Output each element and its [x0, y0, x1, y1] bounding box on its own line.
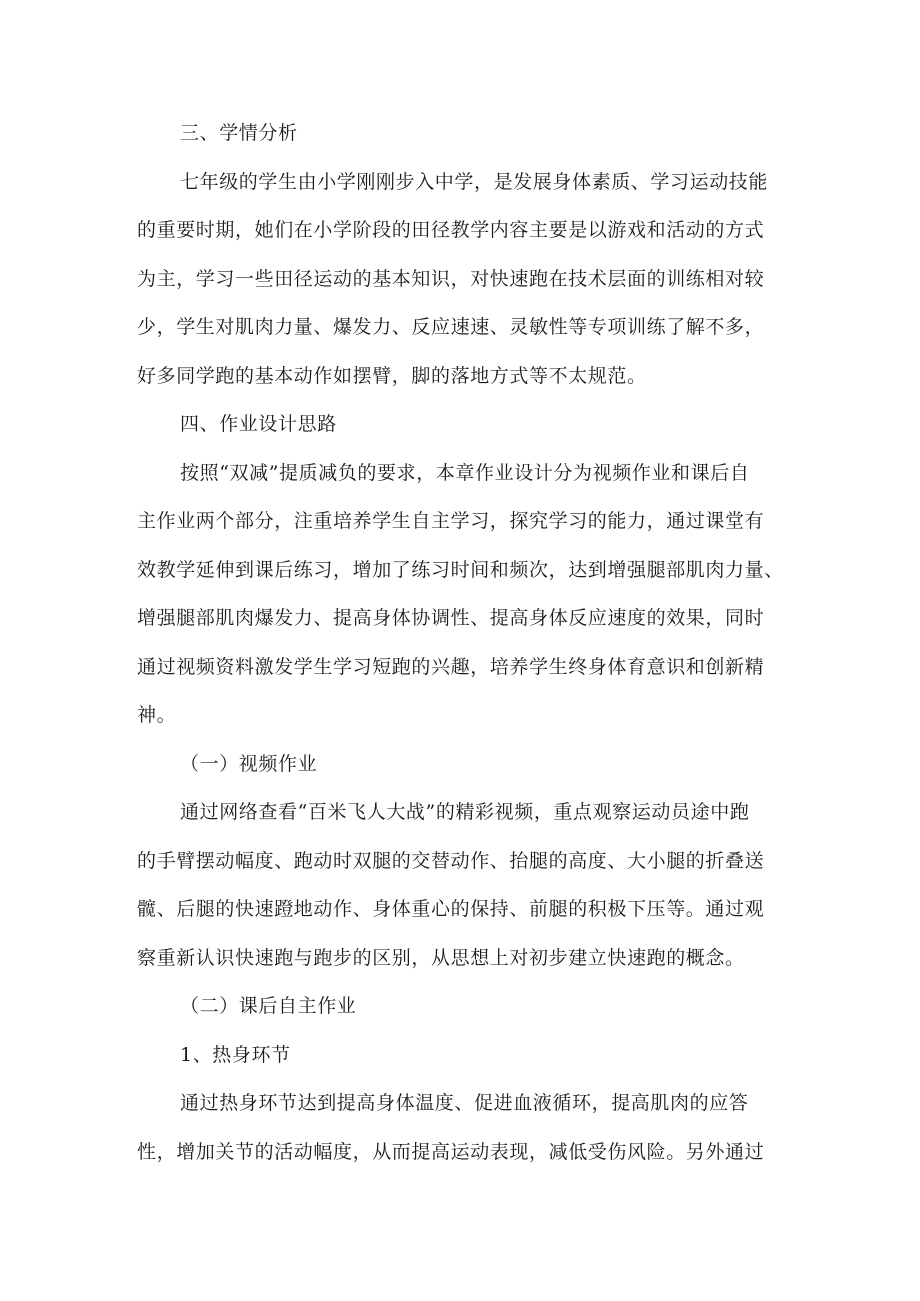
paragraph-line: 的重要时期，她们在小学阶段的田径教学内容主要是以游戏和活动的方式 — [137, 219, 765, 241]
paragraph-line: 通过热身环节达到提高身体温度、促进血液循环，提高肌肉的应答 — [180, 1092, 749, 1114]
paragraph-line: 髋、后腿的快速蹬地动作、身体重心的保持、前腿的积极下压等。通过观 — [137, 898, 765, 920]
paragraph-line: 增强腿部肌肉爆发力、提高身体协调性、提高身体反应速度的效果，同时 — [137, 607, 765, 629]
paragraph-line: 七年级的学生由小学刚刚步入中学，是发展身体素质、学习运动技能 — [180, 171, 769, 193]
paragraph-line: 按照“双减”提质减负的要求，本章作业设计分为视频作业和课后自 — [180, 462, 750, 484]
section-heading-4: 四、作业设计思路 — [180, 413, 337, 435]
paragraph-line: 通过网络查看“百米飞人大战”的精彩视频，重点观察运动员途中跑 — [180, 801, 750, 823]
subsection-heading-video: （一）视频作业 — [180, 753, 318, 775]
paragraph-line: 通过视频资料激发学生学习短跑的兴趣，培养学生终身体育意识和创新精 — [137, 656, 765, 678]
paragraph-line: 的手臂摆动幅度、跑动时双腿的交替动作、抬腿的高度、大小腿的折叠送 — [137, 850, 765, 872]
paragraph-line: 少，学生对肌肉力量、爆发力、反应速速、灵敏性等专项训练了解不多， — [137, 316, 765, 338]
paragraph-line: 主作业两个部分，注重培养学生自主学习，探究学习的能力，通过课堂有 — [137, 510, 765, 532]
section-heading-3: 三、学情分析 — [180, 122, 298, 144]
paragraph-line: 神。 — [137, 704, 177, 726]
paragraph-line: 效教学延伸到课后练习，增加了练习时间和频次，达到增强腿部肌肉力量、 — [137, 559, 784, 581]
paragraph-line: 察重新认识快速跑与跑步的区别，从思想上对初步建立快速跑的概念。 — [137, 947, 745, 969]
paragraph-line: 性，增加关节的活动幅度，从而提高运动表现，减低受伤风险。另外通过 — [137, 1141, 765, 1163]
item-heading-warmup: 1、热身环节 — [180, 1044, 291, 1066]
paragraph-line: 为主，学习一些田径运动的基本知识，对快速跑在技术层面的训练相对较 — [137, 268, 765, 290]
paragraph-line: 好多同学跑的基本动作如摆臂，脚的落地方式等不太规范。 — [137, 365, 647, 387]
subsection-heading-homework: （二）课后自主作业 — [180, 995, 357, 1017]
